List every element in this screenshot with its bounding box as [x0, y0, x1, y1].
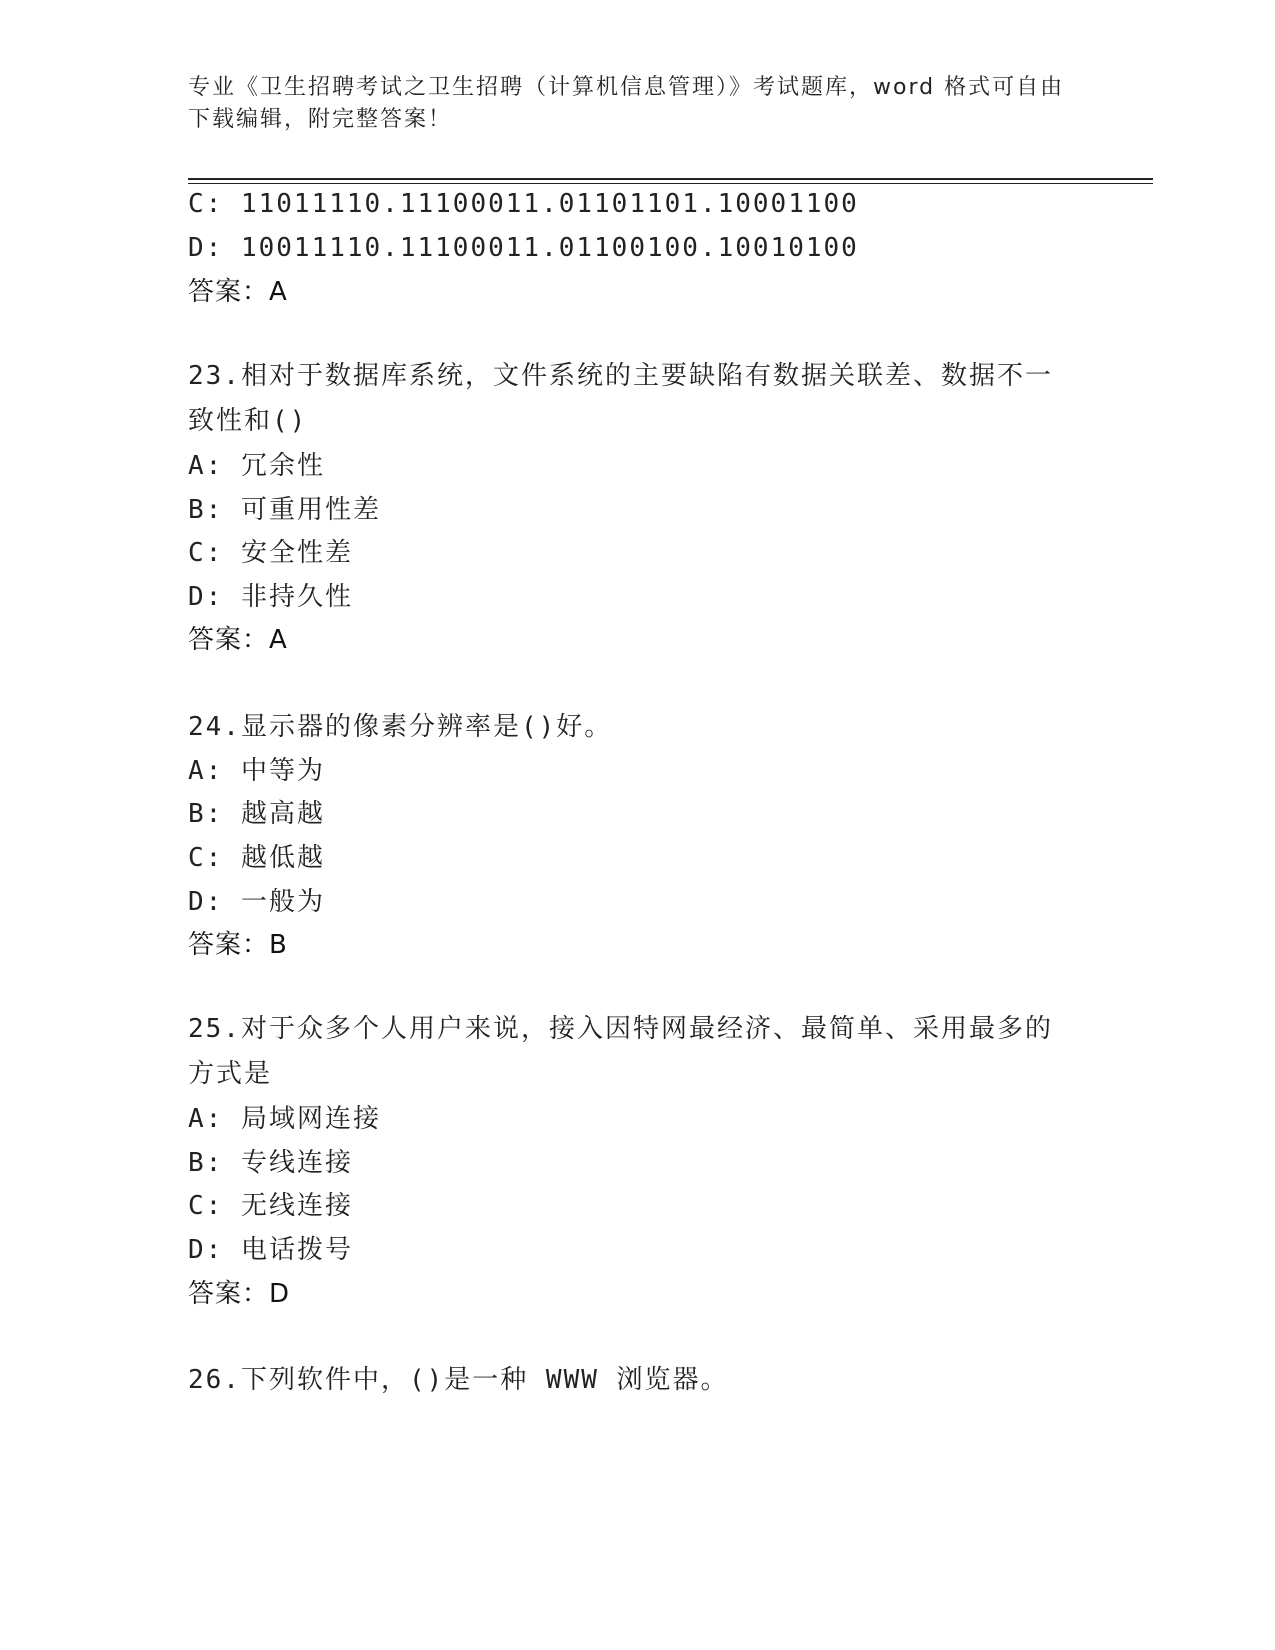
option-d: D: 非持久性 [188, 582, 353, 612]
question-stem: 23.相对于数据库系统，文件系统的主要缺陷有数据关联差、数据不一致性和() [188, 361, 1053, 436]
answer-line [188, 276, 287, 308]
option-c: C: 安全性差 [188, 538, 353, 568]
answer-label: 答案： [188, 1279, 270, 1309]
option-b: B: 越高越 [188, 799, 325, 829]
answer-label: 答案： [188, 930, 270, 960]
option-d: D: 电话拨号 [188, 1235, 353, 1265]
header-divider-thin [188, 183, 1153, 184]
option-c: C: 11011110.11100011.01101101.10001100 [188, 189, 859, 219]
answer-value: D [269, 1279, 290, 1309]
document-header: 专业《卫生招聘考试之卫生招聘（计算机信息管理）》考试题库，word 格式可自由下载编辑，附完整答案！ [188, 75, 1065, 132]
answer-label: 答案： [188, 625, 270, 655]
answer-label: 答案： [188, 277, 270, 307]
answer-line [188, 1278, 289, 1310]
option-a: A: 局域网连接 [188, 1104, 381, 1134]
answer-line [188, 624, 287, 656]
option-d: D: 一般为 [188, 887, 325, 917]
answer-line [188, 929, 287, 961]
answer-value: A [269, 277, 287, 307]
answer-value: B [269, 930, 287, 960]
header-divider [188, 178, 1153, 180]
option-a: A: 中等为 [188, 756, 325, 786]
answer-value: A [269, 625, 287, 655]
question-stem: 24.显示器的像素分辨率是()好。 [188, 712, 613, 742]
option-c: C: 越低越 [188, 843, 325, 873]
option-d: D: 10011110.11100011.01100100.10010100 [188, 233, 859, 263]
option-b: B: 可重用性差 [188, 495, 381, 525]
option-c: C: 无线连接 [188, 1191, 353, 1221]
option-b: B: 专线连接 [188, 1148, 353, 1178]
question-stem: 26.下列软件中，()是一种 WWW 浏览器。 [188, 1365, 729, 1395]
question-stem: 25.对于众多个人用户来说，接入因特网最经济、最简单、采用最多的方式是 [188, 1014, 1053, 1089]
option-a: A: 冗余性 [188, 451, 325, 481]
